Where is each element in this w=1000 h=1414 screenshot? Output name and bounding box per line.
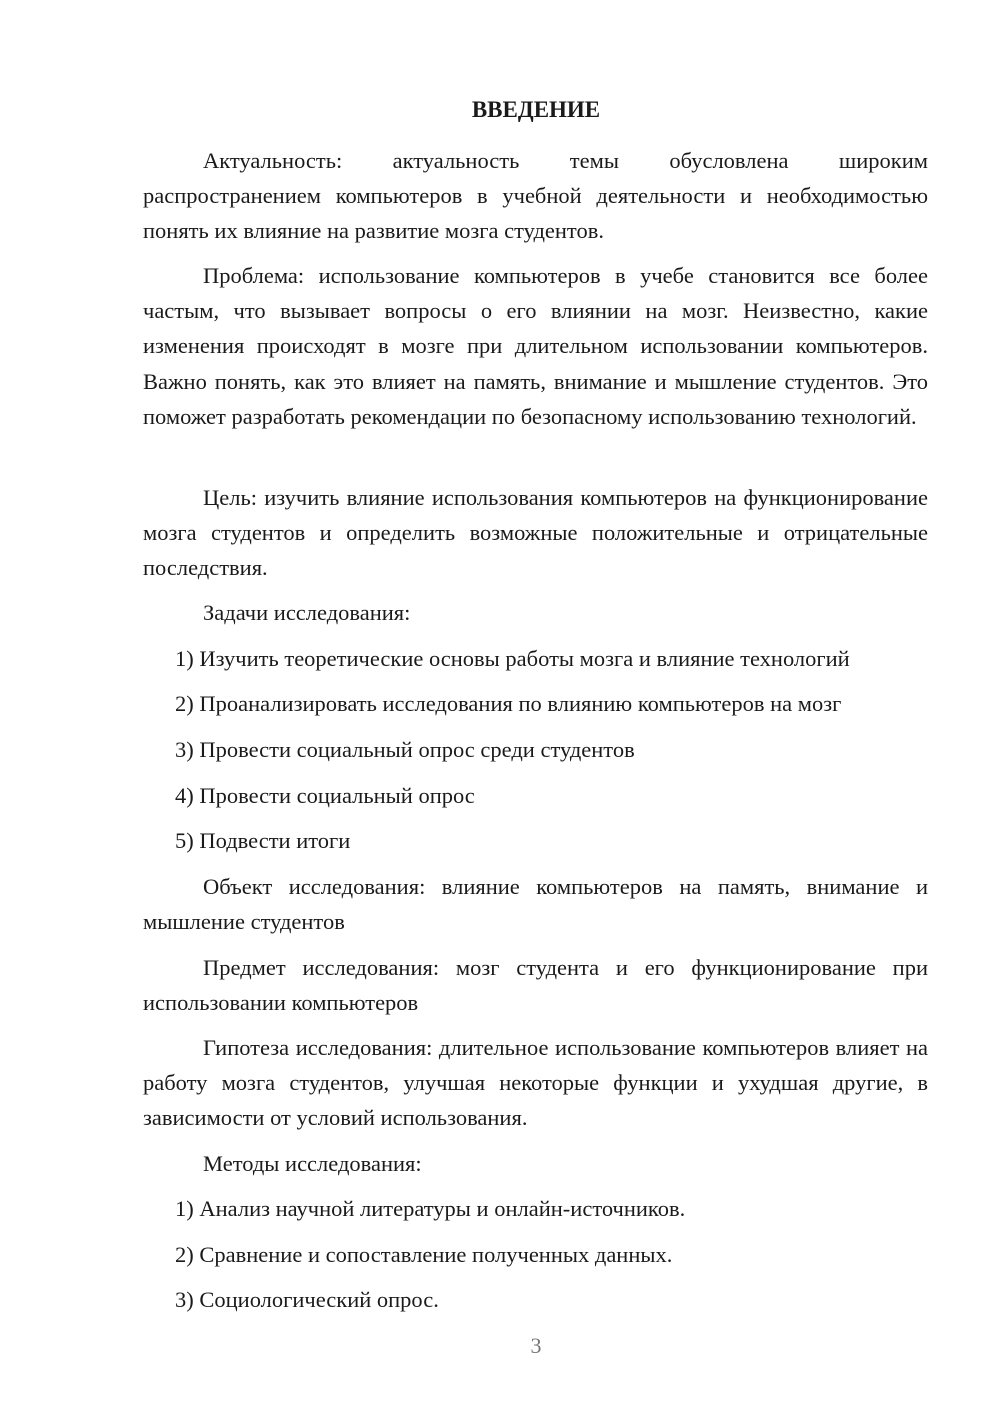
tasks-title: Задачи исследования: (203, 600, 411, 625)
task-item: 1) Изучить теоретические основы работы мозга и влияние технологий (175, 646, 850, 671)
task-item: 5) Подвести итоги (175, 828, 351, 853)
task-item: 2) Проанализировать исследования по влиянию компьютеров на мозг (175, 691, 842, 716)
method-item: 1) Анализ научной литературы и онлайн-источников. (175, 1196, 686, 1221)
task-item: 3) Провести социальный опрос среди студентов (175, 737, 635, 762)
hypothesis-paragraph: Гипотеза исследования: длительное использование компьютеров влияет на работу мозга студентов, улучшая некоторые функции и ухудшая другие, в зависимости от условий использования. (143, 1035, 928, 1131)
object-paragraph: Объект исследования: влияние компьютеров на память, внимание и мышление студентов (143, 874, 928, 935)
relevance-paragraph: Актуальность: актуальность темы обусловлена широким распространением компьютеров в учебной деятельности и необходимостью понять их влияние на развитие мозга студентов. (143, 148, 928, 244)
method-item: 2) Сравнение и сопоставление полученных данных. (175, 1242, 673, 1267)
methods-title: Методы исследования: (203, 1151, 422, 1176)
section-heading: ВВЕДЕНИЕ (471, 97, 601, 122)
task-item: 4) Провести социальный опрос (175, 783, 475, 808)
subject-paragraph: Предмет исследования: мозг студента и его функционирование при использовании компьютеров (143, 955, 928, 1016)
problem-paragraph: Проблема: использование компьютеров в учебе становится все более частым, что вызывает вопросы о его влиянии на мозг. Неизвестно, какие изменения происходят в мозге при длительном использовании компьютеров. Важно понять, как это влияет на память, внимание и мышление студентов. Это поможет разработать рекомендации по безопасному использованию технологий. (143, 263, 928, 429)
method-item: 3) Социологический опрос. (175, 1287, 439, 1312)
page-number: 3 (530, 1333, 542, 1358)
goal-paragraph: Цель: изучить влияние использования компьютеров на функционирование мозга студентов и определить возможные положительные и отрицательные последствия. (143, 485, 928, 581)
